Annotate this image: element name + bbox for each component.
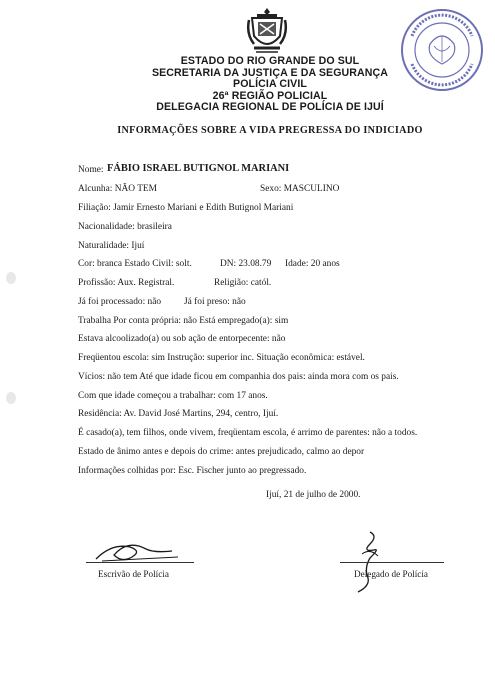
name-value: FÁBIO ISRAEL BUTIGNOL MARIANI — [107, 163, 290, 174]
document-title: INFORMAÇÕES SOBRE A VIDA PREGRESSA DO INDICIADO — [117, 125, 423, 136]
delegate-signature-label: Delegado de Polícia — [354, 569, 428, 579]
header-line: ESTADO DO RIO GRANDE DO SUL — [180, 55, 360, 67]
vices-field: Vícios: não tem Até que idade ficou em companhia dos pais: ainda mora com os pais. — [78, 372, 399, 382]
residence-field: Residência: Av. David José Martins, 294, centro, Ijuí. — [78, 409, 279, 419]
delegate-signature-line — [340, 562, 444, 563]
header-line: POLÍCIA CIVIL — [233, 78, 307, 91]
coat-of-arms-icon — [246, 6, 288, 56]
birth-date-field: DN: 23.08.79 — [220, 259, 272, 269]
header-line: 26ª REGIÃO POLICIAL — [212, 89, 328, 102]
color-civil-status-field: Cor: branca Estado Civil: solt. — [78, 259, 192, 269]
state-of-mind-field: Estado de ânimo antes e depois do crime: antes prejudicado, calmo ao depor — [78, 447, 365, 457]
nationality-field: Nacionalidade: brasileira — [78, 222, 172, 232]
intoxication-field: Estava alcoolizado(a) ou sob ação de entorpecente: não — [78, 334, 286, 344]
date-place: Ijuí, 21 de julho de 2000. — [266, 490, 361, 500]
religion-field: Religião: catól. — [214, 278, 272, 288]
delegate-signature-icon — [348, 528, 388, 598]
alias-field: Alcunha: NÃO TEM — [78, 184, 157, 194]
employment-field: Trabalha Por conta própria: não Está empregado(a): sim — [78, 316, 289, 326]
prosecuted-field: Já foi processado: não — [78, 297, 162, 307]
arrested-field: Já foi preso: não — [184, 297, 246, 307]
education-field: Freqüentou escola: sim Instrução: superior inc. Situação econômica: estável. — [78, 353, 365, 363]
birthplace-field: Naturalidade: Ijuí — [78, 241, 145, 251]
profession-field: Profissão: Aux. Registral. — [78, 278, 175, 288]
collected-by-field: Informações colhidas por: Esc. Fischer junto ao pregressado. — [78, 466, 307, 476]
sex-field: Sexo: MASCULINO — [260, 184, 340, 194]
clerk-signature-label: Escrivão de Polícia — [98, 569, 169, 579]
punch-hole — [6, 392, 16, 404]
age-field: Idade: 20 anos — [285, 259, 340, 269]
header-line: DELEGACIA REGIONAL DE POLÍCIA DE IJUÍ — [156, 101, 384, 114]
work-start-age-field: Com que idade começou a trabalhar: com 17 anos. — [78, 391, 268, 401]
header-line: SECRETARIA DA JUSTIÇA E DA SEGURANÇA — [151, 66, 389, 79]
punch-hole — [6, 272, 16, 284]
clerk-signature-line — [86, 562, 194, 563]
letterhead — [120, 56, 420, 114]
parentage-field: Filiação: Jamir Ernesto Mariani e Edith Butignol Mariani — [78, 203, 294, 213]
name-label: Nome: — [78, 165, 104, 175]
family-field: É casado(a), tem filhos, onde vivem, freqüentam escola, é arrimo de parentes: não a todos. — [78, 428, 418, 438]
